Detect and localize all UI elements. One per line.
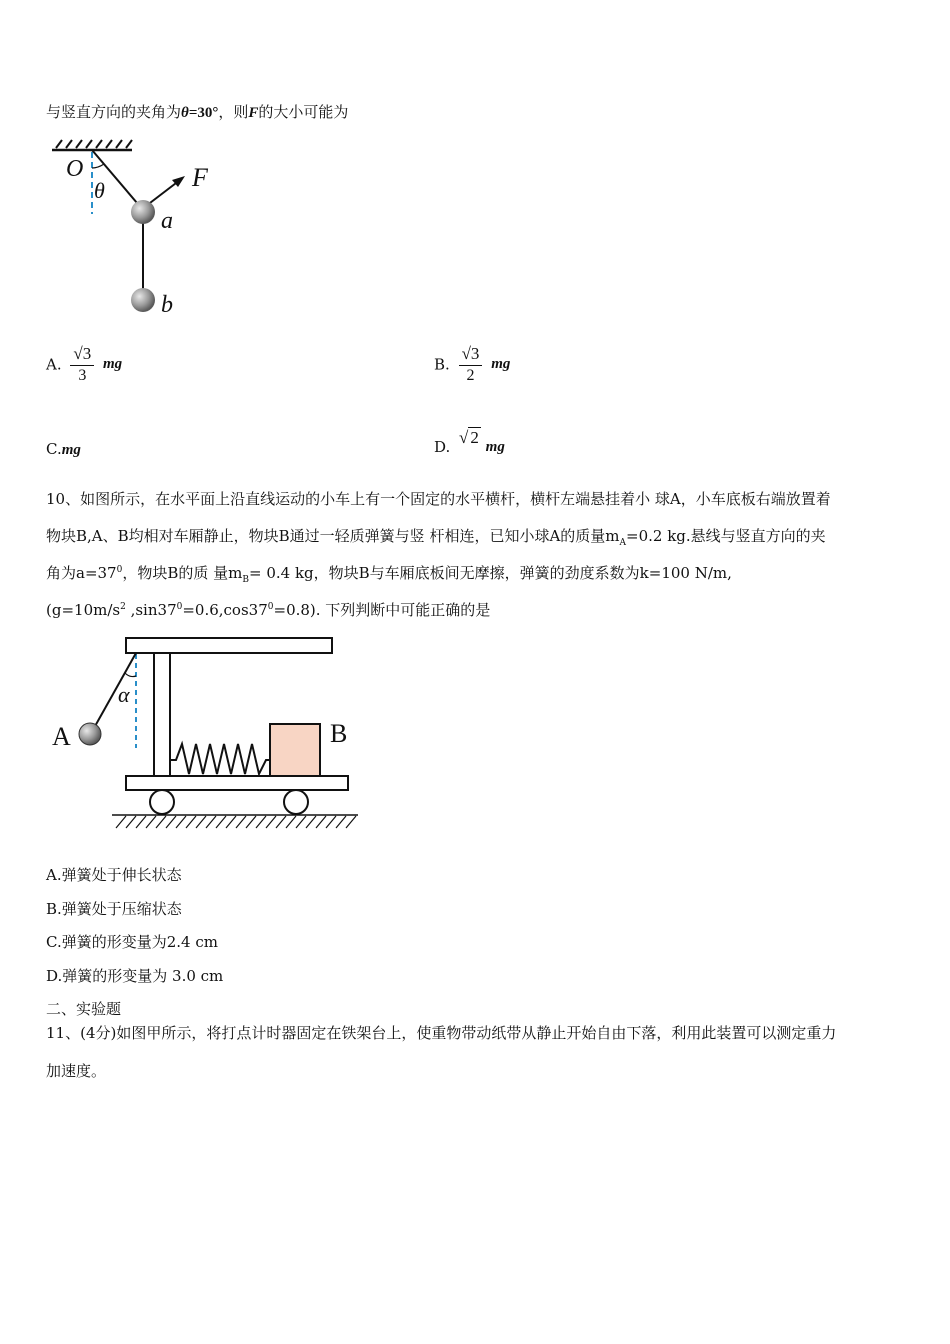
q10-option-a: A.弹簧处于伸长状态	[46, 866, 182, 884]
q9-stem-prefix: 与竖直方向的夹角为	[46, 103, 182, 121]
horizontal-crossbar	[126, 638, 332, 653]
sqrt-sign: √	[73, 344, 83, 363]
ground	[112, 815, 358, 828]
option-a-unit: mg	[103, 356, 123, 372]
q10-option-c: C.弹簧的形变量为2.4 cm	[46, 933, 218, 951]
ball-a	[131, 200, 155, 224]
q9-stem	[46, 101, 348, 122]
option-c-unit: mg	[61, 442, 81, 458]
option-a-numerator: 3	[82, 344, 92, 363]
block-B	[270, 724, 320, 776]
q11-line-2: 加速度。	[46, 1062, 107, 1080]
q9-pendulum-figure	[46, 132, 226, 322]
q10-option-b: B.弹簧处于压缩状态	[46, 900, 182, 918]
option-d-unit: mg	[485, 439, 505, 455]
option-b-numerator: 3	[470, 344, 480, 363]
q10-cart-figure	[46, 632, 366, 838]
label-b: b	[161, 292, 173, 318]
option-a-fraction	[70, 344, 94, 385]
left-wheel	[150, 790, 174, 814]
option-b-fraction	[459, 344, 483, 385]
ball-b	[131, 288, 155, 312]
q11-line-1: 11、(4分)如图甲所示，将打点计时器固定在铁架台上，使重物带动纸带从静止开始自由下落，利用此装置可以测定重力	[46, 1024, 837, 1042]
q9-option-b	[434, 344, 510, 385]
q10-line-2: 物块B,A、B均相对车厢静止，物块B通过一轻质弹簧与竖 杆相连，已知小球A的质量$m_A=0.2$ kg.悬线与竖直方向的夹	[46, 527, 826, 548]
q10-line-4: ($g=10m/s^2$ $,\sin 37^0=0.6,\cos 37^0=0.8$). 下列判断中可能正确的是	[46, 601, 491, 619]
force-symbol: F	[248, 105, 259, 121]
q10-line-1: 10、如图所示，在水平面上沿直线运动的小车上有一个固定的水平横杆，横杆左端悬挂着小 球A，小车底板右端放置着	[46, 490, 831, 508]
vertical-post	[154, 653, 170, 777]
ball-A	[79, 723, 101, 745]
theta-value: =30°	[188, 105, 219, 121]
q9-option-c	[46, 440, 81, 459]
label-a: a	[161, 208, 173, 234]
force-arrow	[146, 176, 185, 206]
label-A: A	[52, 722, 71, 751]
label-O: O	[66, 156, 84, 182]
option-a-label: A.	[46, 355, 62, 374]
label-theta: θ	[94, 178, 105, 203]
label-F: F	[192, 163, 208, 192]
right-wheel	[284, 790, 308, 814]
option-d-label: D.	[434, 438, 451, 456]
ceiling	[52, 140, 132, 150]
theta-symbol: θ	[181, 105, 189, 121]
q9-option-d	[434, 428, 505, 456]
q10-line-3: 角为$a=37^0$，物块B的质 量$m_B= 0.4$ kg，物块B与车厢底板间无摩擦，弹簧的劲度系数为k=100 N/m,	[46, 564, 732, 585]
option-b-label: B.	[434, 355, 450, 374]
q10-option-d: D.弹簧的形变量为 3.0 cm	[46, 967, 224, 985]
option-d-radical: √ 2	[459, 428, 479, 447]
option-a-denominator: 3	[78, 367, 87, 384]
pendulum-string	[94, 653, 136, 728]
label-B: B	[330, 719, 348, 748]
option-b-denominator: 2	[466, 367, 475, 384]
q9-stem-suffix: 的大小可能为	[258, 103, 349, 121]
spring	[170, 744, 270, 774]
section-heading: 二、实验题	[46, 1000, 122, 1018]
label-alpha: α	[118, 682, 130, 707]
q9-stem-mid: ，则	[218, 103, 249, 121]
theta-arc	[92, 164, 104, 168]
sqrt-sign: √	[461, 344, 471, 363]
option-c-label: C.	[46, 440, 62, 458]
alpha-arc	[125, 673, 136, 677]
cart-base	[126, 776, 348, 790]
q9-option-a	[46, 344, 122, 385]
option-b-unit: mg	[491, 356, 511, 372]
